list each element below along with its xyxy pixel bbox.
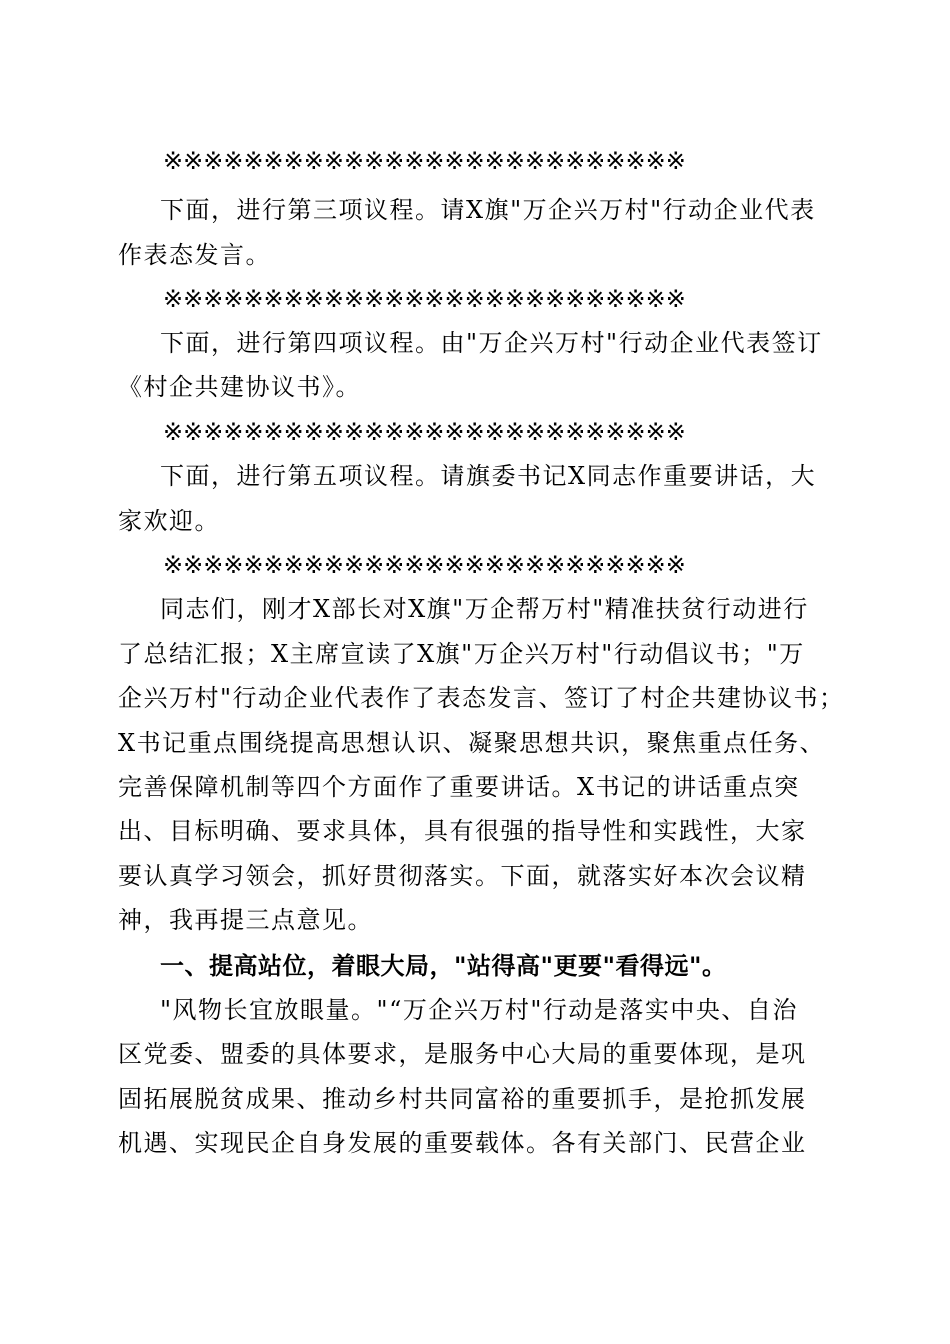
section-heading-1: 一、提高站位，着眼大局，"站得高"更要"看得远"。 bbox=[160, 952, 727, 980]
summary-line-1: 同志们，刚才X部长对X旗"万企帮万村"精准扶贫行动进行 bbox=[160, 595, 809, 623]
agenda-item-3-line-1: 下面，进行第三项议程。请X旗"万企兴万村"行动企业代表 bbox=[160, 196, 816, 224]
separator-line: ※※※※※※※※※※※※※※※※※※※※※※※※※※ bbox=[163, 285, 686, 313]
body-line-2: 区党委、盟委的具体要求，是服务中心大局的重要体现，是巩 bbox=[118, 1040, 807, 1068]
summary-line-6: 出、目标明确、要求具体，具有很强的指导性和实践性，大家 bbox=[118, 817, 807, 845]
summary-line-5: 完善保障机制等四个方面作了重要讲话。X书记的讲话重点突 bbox=[118, 773, 800, 801]
body-line-1: "风物长宜放眼量。"“万企兴万村"行动是落实中央、自治 bbox=[160, 996, 798, 1024]
agenda-item-4-line-1: 下面，进行第四项议程。由"万企兴万村"行动企业代表签订 bbox=[160, 329, 823, 357]
summary-line-8: 神，我再提三点意见。 bbox=[118, 906, 373, 934]
summary-line-3: 企兴万村"行动企业代表作了表态发言、签订了村企共建协议书； bbox=[118, 684, 845, 712]
agenda-item-5-line-2: 家欢迎。 bbox=[118, 507, 220, 535]
agenda-item-4-line-2: 《村企共建协议书》。 bbox=[118, 373, 361, 401]
separator-line: ※※※※※※※※※※※※※※※※※※※※※※※※※※ bbox=[163, 551, 686, 579]
body-line-4: 机遇、实现民企自身发展的重要载体。各有关部门、民营企业 bbox=[118, 1129, 807, 1157]
separator-line: ※※※※※※※※※※※※※※※※※※※※※※※※※※ bbox=[163, 418, 686, 446]
summary-line-7: 要认真学习领会，抓好贯彻落实。下面，就落实好本次会议精 bbox=[118, 862, 807, 890]
summary-line-2: 了总结汇报；X主席宣读了X旗"万企兴万村"行动倡议书；"万 bbox=[118, 640, 805, 668]
agenda-item-5-line-1: 下面，进行第五项议程。请旗委书记X同志作重要讲话，大 bbox=[160, 462, 817, 490]
separator-line: ※※※※※※※※※※※※※※※※※※※※※※※※※※ bbox=[163, 147, 686, 175]
summary-line-4: X书记重点围绕提高思想认识、凝聚思想共识，聚焦重点任务、 bbox=[118, 729, 826, 757]
agenda-item-3-line-2: 作表态发言。 bbox=[118, 241, 271, 269]
body-line-3: 固拓展脱贫成果、推动乡村共同富裕的重要抓手，是抢抓发展 bbox=[118, 1085, 807, 1113]
